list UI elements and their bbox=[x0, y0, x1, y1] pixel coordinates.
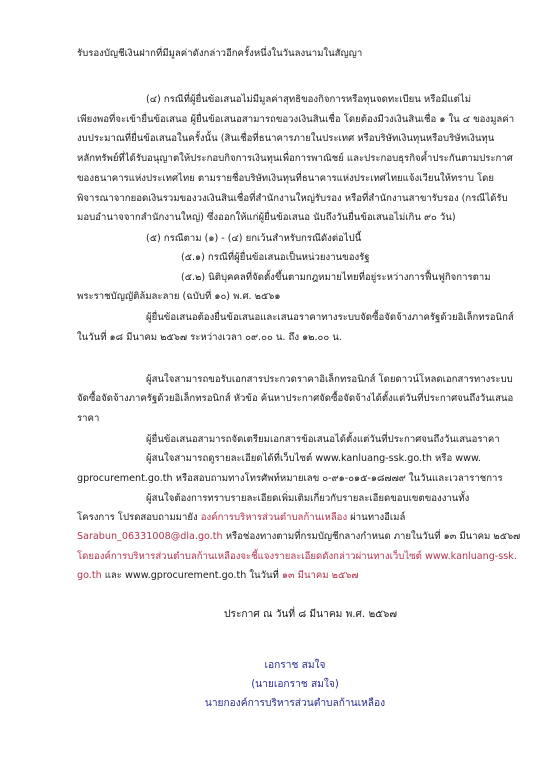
clarify-line-1 bbox=[77, 511, 405, 524]
paragraph-line: จัดซื้อจัดจ้างภาครัฐด้วยอิเล็กทรอนิกส์ หัวข้อ ค้นหาประกาศจัดซื้อจัดจ้างได้ตั้งแต่วันที่ประกาศจนถึงวันเสนอ bbox=[77, 393, 514, 404]
website-link: go.th bbox=[77, 570, 102, 581]
paragraph-line: (๕.๑) กรณีที่ผู้ยื่นข้อเสนอเป็นหน่วยงานของรัฐ bbox=[181, 252, 370, 263]
paragraph-line: (๕) กรณีตาม (๑) - (๔) ยกเว้นสำหรับกรณีดังต่อไปนี้ bbox=[146, 233, 362, 244]
signature-name: เอกราช สมใจ bbox=[264, 660, 326, 671]
clarify-text: ผ่านทางอีเมล์ bbox=[347, 512, 406, 523]
paragraph-line: หลักทรัพย์ที่ได้รับอนุญาตให้ประกอบกิจการเงินทุนเพื่อการพาณิชย์ และประกอบธุรกิจค้ำประกันตามประกาศ bbox=[77, 153, 513, 164]
clarify-date: ๑๓ มีนาคม ๒๕๖๗ bbox=[281, 570, 359, 581]
paragraph-line: ของธนาคารแห่งประเทศไทย ตามรายชื่อบริษัทเงินทุนที่ธนาคารแห่งประเทศไทยแจ้งเวียนให้ทราบ โดย bbox=[77, 173, 495, 184]
organization-name: โดยองค์การบริหารส่วนตำบลก้านเหลืองจะชี้แจงรายละเอียดดังกล่าวผ่านทางเว็บไซต์ bbox=[77, 551, 425, 562]
paragraph-line: มอบอำนาจจากสำนักงานใหญ่) ซึ่งออกให้แก่ผู้ยื่นข้อเสนอ นับถึงวันยื่นข้อเสนอไม่เกิน ๙๐ วัน) bbox=[77, 212, 456, 223]
clarify-line-2 bbox=[77, 530, 520, 543]
paragraph-line: พระราชบัญญัติล้มละลาย (ฉบับที่ ๑๐) พ.ศ. ๒๕๖๑ bbox=[77, 291, 281, 302]
announcement-date: ประกาศ ณ วันที่ ๘ มีนาคม พ.ศ. ๒๕๖๗ bbox=[224, 609, 398, 620]
paragraph-line: งบประมาณที่ยื่นข้อเสนอในครั้งนั้น (สินเชื่อที่ธนาคารภายในประเทศ หรือบริษัทเงินทุนหรือบริษัทเงินทุน bbox=[77, 133, 495, 144]
paragraph-line: ผู้สนใจสามารถดูรายละเอียดได้ที่เว็บไซต์ www.kanluang-ssk.go.th หรือ www. bbox=[146, 453, 481, 464]
paragraph-line: gprocurement.go.th หรือสอบถามทางโทรศัพท์หมายเลข ๐-๙๑-๐๑๕-๑๘๗๗๙ ในวันและเวลาราชการ bbox=[77, 473, 503, 484]
paragraph-line: (๕.๒) นิติบุคคลที่จัดตั้งขึ้นตามกฎหมายไทยที่อยู่ระหว่างการฟื้นฟูกิจการตาม bbox=[181, 272, 491, 283]
clarify-text: และ www.gprocurement.go.th ในวันที่ bbox=[101, 570, 282, 581]
paragraph-line: รับรองบัญชีเงินฝากที่มีมูลค่าดังกล่าวอีกครั้งหนึ่งในวันลงนามในสัญญา bbox=[77, 48, 363, 59]
signature-full-name: (นายเอกราช สมใจ) bbox=[251, 679, 339, 690]
clarify-text: หรือช่องทางตามที่กรมบัญชีกลางกำหนด ภายในวันที่ ๑๓ มีนาคม ๒๕๖๗ bbox=[222, 531, 521, 542]
paragraph-line: (๔) กรณีที่ผู้ยื่นข้อเสนอไม่มีมูลค่าสุทธิของกิจการหรือทุนจดทะเบียน หรือมีแต่ไม่ bbox=[146, 94, 472, 105]
signature-position: นายกองค์การบริหารส่วนตำบลก้านเหลือง bbox=[204, 698, 386, 709]
clarify-line-3 bbox=[77, 550, 517, 563]
clarify-line-4 bbox=[77, 569, 359, 582]
paragraph-line: ผู้ยื่นข้อเสนอสามารถจัดเตรียมเอกสารข้อเสนอได้ตั้งแต่วันที่ประกาศจนถึงวันเสนอราคา bbox=[146, 434, 500, 445]
paragraph-line: ในวันที่ ๑๘ มีนาคม ๒๕๖๗ ระหว่างเวลา ๐๙.๐๐ น. ถึง ๑๒.๐๐ น. bbox=[77, 332, 342, 343]
paragraph-line: เพียงพอที่จะเข้ายื่นข้อเสนอ ผู้ยื่นข้อเสนอสามารถขอวงเงินสินเชื่อ โดยต้องมีวงเงินสินเชื่อ ๑ ใน ๔ ของมูลค่า bbox=[77, 114, 515, 125]
paragraph-line: ผู้สนใจสามารถขอรับเอกสารประกวดราคาอิเล็กทรอนิกส์ โดยดาวน์โหลดเอกสารทางระบบ bbox=[146, 374, 513, 385]
paragraph-line: ผู้ยื่นข้อเสนอต้องยื่นข้อเสนอและเสนอราคาทางระบบจัดซื้อจัดจ้างภาครัฐด้วยอิเล็กทรอนิกส์ bbox=[146, 312, 514, 323]
organization-name: องค์การบริหารส่วนตำบลก้านเหลือง bbox=[200, 512, 348, 523]
email-address: Sarabun_06331008@dla.go.th bbox=[77, 531, 223, 542]
clarify-text: โครงการ โปรดสอบถามมายัง bbox=[77, 512, 201, 523]
website-link: www.kanluang-ssk. bbox=[424, 551, 517, 562]
paragraph-line: ผู้สนใจต้องการทราบรายละเอียดเพิ่มเติมเกี่ยวกับรายละเอียดขอบเขตของงานทั้ง bbox=[146, 493, 470, 504]
paragraph-line: ราคา bbox=[77, 413, 100, 424]
paragraph-line: พิจารณาจากยอดเงินรวมของวงเงินสินเชื่อที่สำนักงานใหญ่รับรอง หรือที่สำนักงานสาขารับรอง (กรณีได้รับ bbox=[77, 193, 508, 204]
